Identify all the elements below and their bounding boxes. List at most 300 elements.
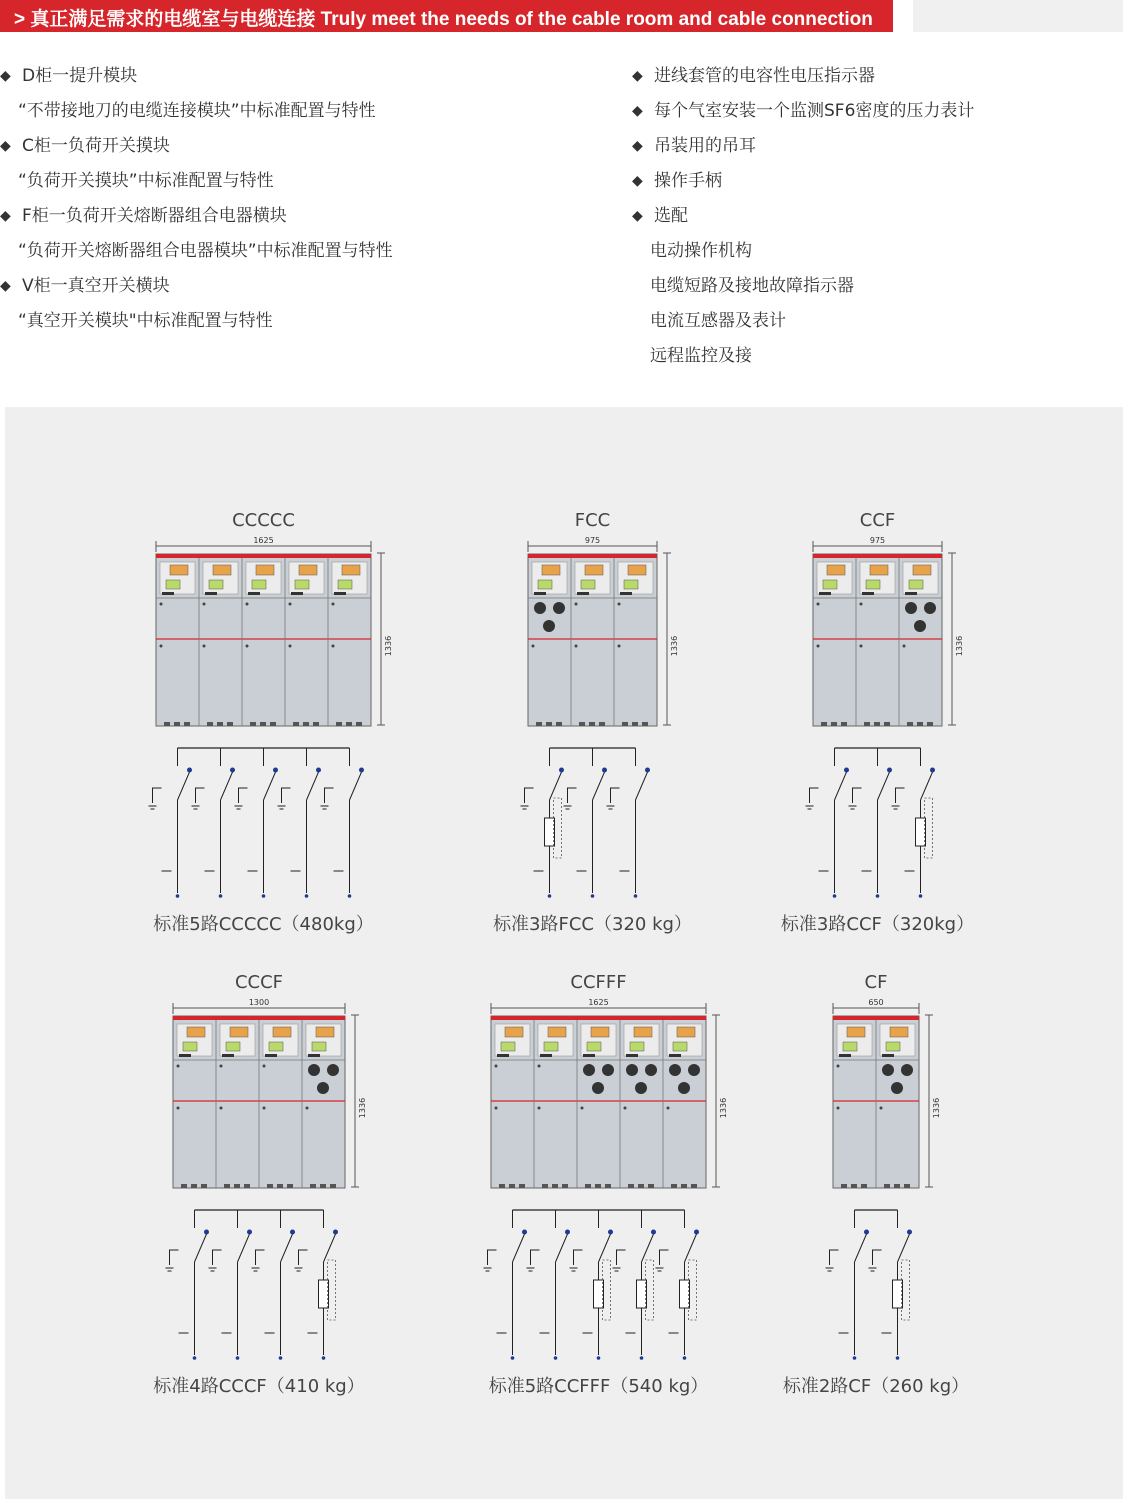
fuse-knob-icon	[543, 620, 555, 632]
earth-switch	[873, 1250, 882, 1265]
cabinet-foot	[244, 1184, 250, 1188]
cabinet-foot	[671, 1184, 677, 1188]
diagram-caption: 标准3路CCF（320kg）	[780, 914, 975, 935]
module-handle	[334, 592, 346, 595]
terminal-dot	[651, 1230, 656, 1235]
feeder-end-dot	[262, 894, 266, 898]
bullet-item: ◆ 选配	[632, 199, 974, 234]
cabinet-foot	[277, 1184, 283, 1188]
module-label	[295, 580, 309, 589]
fuse-icon	[545, 818, 555, 846]
fuse-knob-icon	[602, 1064, 614, 1076]
module-screw	[332, 603, 335, 606]
height-label: 1336	[670, 635, 679, 657]
module-screw	[160, 603, 163, 606]
switch-blade	[178, 772, 190, 800]
module-indicator	[505, 1027, 523, 1037]
fuse-knob-icon	[645, 1064, 657, 1076]
feeder-end-dot	[640, 1356, 644, 1360]
cabinet-foot	[622, 722, 628, 726]
module-screw	[332, 645, 335, 648]
width-label: 975	[869, 536, 886, 545]
terminal-dot	[559, 768, 564, 773]
sub-item: “负荷开关摸块”中标准配置与特性	[18, 171, 274, 191]
earth-switch	[531, 1250, 540, 1265]
switch-blade	[281, 1234, 293, 1262]
module-screw	[860, 603, 863, 606]
terminal-dot	[230, 768, 235, 773]
module-screw	[263, 1065, 266, 1068]
module-screw	[618, 603, 621, 606]
module-label	[338, 580, 352, 589]
module-indicator	[342, 565, 360, 575]
bullet-item: ◆ V柜一真空开关横块	[0, 269, 393, 304]
cabinet-top-strip	[173, 1016, 345, 1020]
module-handle	[205, 592, 217, 595]
diagram-title: CCCCC	[232, 510, 295, 531]
module-screw	[246, 603, 249, 606]
bullet-item: ◆ 操作手柄	[632, 164, 974, 199]
feeder-end-dot	[876, 894, 880, 898]
cabinet-foot	[691, 1184, 697, 1188]
cabinet-foot	[904, 1184, 910, 1188]
module-label	[866, 580, 880, 589]
cabinet-foot	[642, 722, 648, 726]
single-line-diagram	[148, 510, 403, 930]
cabinet-foot	[927, 722, 933, 726]
cabinet-foot	[874, 722, 880, 726]
module-screw	[860, 645, 863, 648]
cabinet-foot	[303, 722, 309, 726]
fuse-knob-icon	[592, 1082, 604, 1094]
cabinet-foot	[894, 1184, 900, 1188]
terminal-dot	[316, 768, 321, 773]
cabinet-foot	[330, 1184, 336, 1188]
width-label: 1625	[588, 998, 609, 1007]
module-screw	[289, 603, 292, 606]
switch-blade	[855, 1234, 867, 1262]
feeder-end-dot	[511, 1356, 515, 1360]
fuse-icon	[893, 1280, 903, 1308]
fuse-knob-icon	[626, 1064, 638, 1076]
width-label: 1625	[253, 536, 274, 545]
cabinet-foot	[260, 722, 266, 726]
cabinet-foot	[589, 722, 595, 726]
single-line-diagram	[165, 972, 377, 1392]
fuse-knob-icon	[882, 1064, 894, 1076]
cabinet-top-strip	[813, 554, 942, 558]
module-label	[166, 580, 180, 589]
module-screw	[817, 603, 820, 606]
cabinet-foot	[519, 1184, 525, 1188]
cabinet-top-strip	[833, 1016, 919, 1020]
feeder-end-dot	[683, 1356, 687, 1360]
module-handle	[222, 1054, 234, 1057]
fuse-icon	[319, 1280, 329, 1308]
fuse-knob-icon	[583, 1064, 595, 1076]
bullet-item: ◆ 吊装用的吊耳	[632, 129, 974, 164]
module-indicator	[827, 565, 845, 575]
diagram-caption: 标准3路FCC（320 kg）	[493, 914, 692, 935]
switch-blade	[550, 772, 562, 800]
single-line-diagram	[805, 510, 974, 930]
module-screw	[177, 1065, 180, 1068]
feature-list-left	[0, 59, 393, 339]
cabinet-top-strip	[491, 1016, 706, 1020]
module-label	[544, 1042, 558, 1051]
bullet-item: ◆ F柜一负荷开关熔断器组合电器横块	[0, 199, 393, 234]
terminal-dot	[187, 768, 192, 773]
terminal-dot	[694, 1230, 699, 1235]
module-screw	[289, 645, 292, 648]
earth-switch	[299, 1250, 308, 1265]
feeder-end-dot	[193, 1356, 197, 1360]
module-indicator	[230, 1027, 248, 1037]
cabinet-foot	[851, 1184, 857, 1188]
feeder-end-dot	[591, 894, 595, 898]
cabinet-foot	[336, 722, 342, 726]
module-indicator	[890, 1027, 908, 1037]
module-screw	[220, 1065, 223, 1068]
feeder-end-dot	[853, 1356, 857, 1360]
module-indicator	[628, 565, 646, 575]
cabinet-foot	[174, 722, 180, 726]
module-indicator	[847, 1027, 865, 1037]
sub-item: 远程监控及接	[650, 346, 752, 366]
terminal-dot	[907, 1230, 912, 1235]
module-indicator	[316, 1027, 334, 1037]
cabinet-foot	[184, 722, 190, 726]
module-label	[843, 1042, 857, 1051]
bullet-item: ◆ C柜一负荷开关摸块	[0, 129, 393, 164]
diagram-caption: 标准5路CCFFF（540 kg）	[488, 1376, 709, 1397]
cabinet-foot	[310, 1184, 316, 1188]
cabinet-foot	[181, 1184, 187, 1188]
cabinet-foot	[546, 722, 552, 726]
feeder-end-dot	[279, 1356, 283, 1360]
cabinet-foot	[552, 1184, 558, 1188]
module-screw	[575, 603, 578, 606]
cabinet-foot	[585, 1184, 591, 1188]
module-screw	[538, 1065, 541, 1068]
module-handle	[882, 1054, 894, 1057]
module-indicator	[213, 565, 231, 575]
module-indicator	[870, 565, 888, 575]
module-indicator	[187, 1027, 205, 1037]
diagram-title: CF	[864, 972, 888, 993]
module-screw	[203, 603, 206, 606]
module-label	[673, 1042, 687, 1051]
switch-blade	[898, 1234, 910, 1262]
switch-blade	[685, 1234, 697, 1262]
cabinet-foot	[542, 1184, 548, 1188]
cabinet-foot	[864, 722, 870, 726]
feeder-end-dot	[305, 894, 309, 898]
earth-switch	[525, 788, 534, 803]
earth-switch	[239, 788, 248, 803]
cabinet-foot	[536, 722, 542, 726]
module-screw	[246, 645, 249, 648]
fuse-knob-icon	[534, 602, 546, 614]
switch-blade	[599, 1234, 611, 1262]
bullet-item: ◆ 进线套管的电容性电压指示器	[632, 59, 974, 94]
module-handle	[179, 1054, 191, 1057]
cabinet-foot	[884, 722, 890, 726]
terminal-dot	[565, 1230, 570, 1235]
earth-switch	[170, 1250, 179, 1265]
earth-switch	[282, 788, 291, 803]
fuse-knob-icon	[553, 602, 565, 614]
cabinet-foot	[595, 1184, 601, 1188]
sub-item: “真空开关模块"中标准配置与特性	[18, 311, 273, 331]
module-screw	[837, 1107, 840, 1110]
cabinet-foot	[605, 1184, 611, 1188]
module-screw	[538, 1107, 541, 1110]
cabinet-foot	[270, 722, 276, 726]
earth-switch	[896, 788, 905, 803]
feeder-end-dot	[548, 894, 552, 898]
module-label	[501, 1042, 515, 1051]
module-screw	[903, 645, 906, 648]
module-label	[252, 580, 266, 589]
earth-switch	[660, 1250, 669, 1265]
feeder-end-dot	[236, 1356, 240, 1360]
module-label	[269, 1042, 283, 1051]
fuse-icon	[594, 1280, 604, 1308]
fuse-knob-icon	[635, 1082, 647, 1094]
height-label: 1336	[719, 1097, 728, 1119]
diagram-caption: 标准5路CCCCC（480kg）	[153, 914, 374, 935]
module-label	[624, 580, 638, 589]
module-handle	[583, 1054, 595, 1057]
switch-blade	[195, 1234, 207, 1262]
switch-blade	[513, 1234, 525, 1262]
terminal-dot	[602, 768, 607, 773]
earth-switch	[617, 1250, 626, 1265]
diagram-caption: 标准2路CF（260 kg）	[782, 1376, 970, 1397]
feeder-end-dot	[348, 894, 352, 898]
width-label: 1300	[248, 998, 270, 1007]
module-screw	[203, 645, 206, 648]
terminal-dot	[887, 768, 892, 773]
fuse-knob-icon	[891, 1082, 903, 1094]
cabinet-foot	[628, 1184, 634, 1188]
cabinet-foot	[821, 722, 827, 726]
cabinet-foot	[841, 1184, 847, 1188]
earth-switch	[213, 1250, 222, 1265]
module-label	[581, 580, 595, 589]
sub-item: 电缆短路及接地故障指示器	[650, 276, 854, 296]
diagram-title: CCCF	[234, 972, 284, 993]
feature-list-right	[632, 59, 974, 374]
cabinet-foot	[234, 1184, 240, 1188]
terminal-dot	[930, 768, 935, 773]
module-indicator	[634, 1027, 652, 1037]
cabinet-foot	[638, 1184, 644, 1188]
module-screw	[837, 1065, 840, 1068]
module-screw	[220, 1107, 223, 1110]
cabinet-foot	[313, 722, 319, 726]
cabinet-foot	[681, 1184, 687, 1188]
module-handle	[669, 1054, 681, 1057]
fuse-knob-icon	[327, 1064, 339, 1076]
module-screw	[306, 1107, 309, 1110]
cabinet-foot	[562, 1184, 568, 1188]
module-screw	[817, 645, 820, 648]
module-screw	[495, 1065, 498, 1068]
module-handle	[497, 1054, 509, 1057]
terminal-dot	[247, 1230, 252, 1235]
cabinet-foot	[267, 1184, 273, 1188]
module-handle	[620, 592, 632, 595]
switch-blade	[238, 1234, 250, 1262]
module-screw	[532, 645, 535, 648]
feeder-end-dot	[919, 894, 923, 898]
single-line-diagram	[520, 510, 689, 930]
width-label: 650	[868, 998, 884, 1007]
module-handle	[265, 1054, 277, 1057]
cabinet-foot	[917, 722, 923, 726]
module-label	[909, 580, 923, 589]
earth-switch	[256, 1250, 265, 1265]
module-handle	[162, 592, 174, 595]
module-label	[823, 580, 837, 589]
fuse-knob-icon	[914, 620, 926, 632]
module-screw	[263, 1107, 266, 1110]
module-handle	[626, 1054, 638, 1057]
feeder-end-dot	[322, 1356, 326, 1360]
earth-switch	[853, 788, 862, 803]
cabinet-top-strip	[156, 554, 371, 558]
module-handle	[308, 1054, 320, 1057]
module-label	[886, 1042, 900, 1051]
cabinet-foot	[207, 722, 213, 726]
switch-blade	[835, 772, 847, 800]
cabinet-foot	[632, 722, 638, 726]
module-handle	[905, 592, 917, 595]
terminal-dot	[333, 1230, 338, 1235]
cabinet-foot	[356, 722, 362, 726]
switch-blade	[878, 772, 890, 800]
cabinet-foot	[250, 722, 256, 726]
cabinet-foot	[841, 722, 847, 726]
module-screw	[667, 1107, 670, 1110]
module-indicator	[585, 565, 603, 575]
module-handle	[839, 1054, 851, 1057]
earth-switch	[830, 1250, 839, 1265]
module-label	[630, 1042, 644, 1051]
cabinet-foot	[217, 722, 223, 726]
cabinet-foot	[831, 722, 837, 726]
module-indicator	[591, 1027, 609, 1037]
header-gray-block	[913, 0, 1123, 32]
earth-switch	[153, 788, 162, 803]
terminal-dot	[204, 1230, 209, 1235]
earth-switch	[196, 788, 205, 803]
cabinet-foot	[201, 1184, 207, 1188]
module-indicator	[542, 565, 560, 575]
cabinet-foot	[287, 1184, 293, 1188]
fuse-knob-icon	[317, 1082, 329, 1094]
module-indicator	[913, 565, 931, 575]
cabinet-foot	[320, 1184, 326, 1188]
module-screw	[177, 1107, 180, 1110]
fuse-knob-icon	[924, 602, 936, 614]
width-label: 975	[584, 536, 601, 545]
feeder-end-dot	[634, 894, 638, 898]
cabinet-foot	[579, 722, 585, 726]
cabinet-foot	[509, 1184, 515, 1188]
module-label	[226, 1042, 240, 1051]
module-indicator	[548, 1027, 566, 1037]
earth-switch	[488, 1250, 497, 1265]
feeder-end-dot	[176, 894, 180, 898]
module-handle	[291, 592, 303, 595]
cabinet-foot	[861, 1184, 867, 1188]
sub-item: “负荷开关熔断器组合电器模块”中标准配置与特性	[18, 241, 393, 261]
cabinet-foot	[164, 722, 170, 726]
cabinet-top-strip	[528, 554, 657, 558]
height-label: 1336	[955, 635, 964, 657]
module-handle	[862, 592, 874, 595]
fuse-knob-icon	[901, 1064, 913, 1076]
cabinet-foot	[499, 1184, 505, 1188]
module-screw	[495, 1107, 498, 1110]
terminal-dot	[844, 768, 849, 773]
module-handle	[577, 592, 589, 595]
switch-blade	[264, 772, 276, 800]
diagram-caption: 标准4路CCCF（410 kg）	[153, 1376, 365, 1397]
height-label: 1336	[932, 1097, 941, 1119]
module-label	[312, 1042, 326, 1051]
single-line-diagram	[483, 972, 738, 1392]
terminal-dot	[359, 768, 364, 773]
module-label	[183, 1042, 197, 1051]
height-label: 1336	[358, 1097, 367, 1119]
feeder-end-dot	[554, 1356, 558, 1360]
fuse-knob-icon	[669, 1064, 681, 1076]
section-header-bar	[0, 0, 893, 32]
fuse-icon	[680, 1280, 690, 1308]
fuse-icon	[637, 1280, 647, 1308]
fuse-knob-icon	[678, 1082, 690, 1094]
switch-blade	[350, 772, 362, 800]
feeder-end-dot	[833, 894, 837, 898]
switch-blade	[221, 772, 233, 800]
fuse-knob-icon	[688, 1064, 700, 1076]
module-indicator	[677, 1027, 695, 1037]
switch-blade	[307, 772, 319, 800]
terminal-dot	[273, 768, 278, 773]
cabinet-foot	[648, 1184, 654, 1188]
diagram-title: FCC	[574, 510, 611, 531]
diagram-title: CCF	[859, 510, 896, 531]
sub-item: “不带接地刀的电缆连接模块”中标准配置与特性	[18, 101, 376, 121]
terminal-dot	[645, 768, 650, 773]
single-line-diagram	[825, 972, 951, 1392]
terminal-dot	[522, 1230, 527, 1235]
earth-switch	[810, 788, 819, 803]
height-label: 1336	[384, 635, 393, 657]
bullet-item: ◆ 每个气室安装一个监测SF6密度的压力表计	[632, 94, 974, 129]
cabinet-foot	[224, 1184, 230, 1188]
module-handle	[819, 592, 831, 595]
module-screw	[618, 645, 621, 648]
earth-switch	[325, 788, 334, 803]
cabinet-foot	[599, 722, 605, 726]
fuse-knob-icon	[308, 1064, 320, 1076]
switch-blade	[642, 1234, 654, 1262]
